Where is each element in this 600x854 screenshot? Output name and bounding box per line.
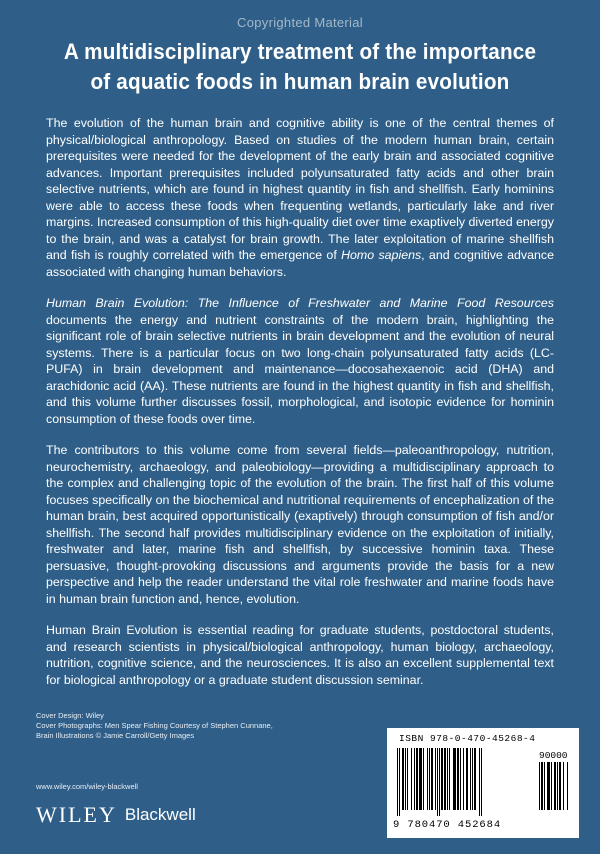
publisher-url[interactable]: www.wiley.com/wiley-blackwell — [36, 782, 138, 791]
description-body — [46, 115, 554, 703]
paragraph-2 — [46, 295, 554, 427]
species-name: Homo sapiens — [341, 248, 422, 262]
barcode-box — [387, 728, 579, 838]
credit-illustrations: Brain Illustrations © Jamie Carroll/Getty Images — [36, 731, 195, 740]
book-title: Human Brain Evolution: The Influence of Freshwater and Marine Food Resources — [46, 296, 554, 310]
logo-wiley: WILEY — [36, 802, 117, 827]
wiley-blackwell-logo — [36, 800, 196, 830]
isbn-label: ISBN 978-0-470-45268-4 — [399, 733, 536, 744]
cover-credits — [36, 711, 356, 741]
barcode-digits: 9 780470 452684 — [393, 819, 502, 831]
headline-line-1: A multidisciplinary treatment of the importance — [63, 39, 537, 64]
credit-design: Cover Design: Wiley — [36, 711, 104, 720]
credit-photos: Cover Photographs: Men Spear Fishing Courtesy of Stephen Cunnane, — [36, 721, 273, 730]
price-barcode-icon — [537, 762, 573, 818]
price-code: 90000 — [539, 750, 568, 761]
logo-blackwell: Blackwell — [124, 805, 196, 824]
paragraph-1 — [46, 115, 554, 280]
paragraph-2-text: documents the energy and nutrient constraints of the modern brain, highlighting the significant role of brain selective nutrients in brain development and the evolution of neural systems. There is a particular focus on two long-chain polyunsaturated fatty acids (LC-PUFA) in brain development and maintenance—docosahexaenoic acid (DHA) and arachidonic acid (AA). These nutrients are found in the highest quantity in fish and shellfish, and this volume further discusses fossil, morphological, and isotopic evidence for hominin consumption of these foods over time. — [46, 312, 554, 426]
paragraph-4: Human Brain Evolution is essential reading for graduate students, postdoctoral students, and research scientists in physical/biological anthropology, human biology, archaeology, nutrition, cognitive science, and the neurosciences. It is also an excellent supplemental text for biological anthropology or a graduate student discussion seminar. — [46, 623, 554, 687]
headline-line-2: of aquatic foods in human brain evolution — [90, 69, 510, 94]
paragraph-1-text: The evolution of the human brain and cognitive ability is one of the central themes of physical/biological anthropology. Based on studies of the modern human brain, certain prerequisites were needed for the development of the early brain and associated cognitive advances. Important prerequisites included polyunsaturated fatty acids and other brain selective nutrients, which are found in highest quantity in fish and shellfish. Early hominins were able to access these foods when frequenting wetlands, particularly lake and river margins. Increased consumption of this high-quality diet over time exaptively diverted energy to the brain, and was a catalyst for brain growth. The later exploitation of marine shellfish and fish is roughly correlated with the emergence of — [46, 116, 554, 262]
paragraph-3: The contributors to this volume come from several fields—paleoanthropology, nutrition, neurochemistry, archaeology, and paleobiology—providing a multidisciplinary approach to the complex and challenging topic of the evolution of the brain. The first half of this volume focuses specifically on the biochemical and nutritional requirements of encephalization of the human brain, best acquired opportunistically (exaptively) through consumption of fish and/or shellfish. The second half provides multidisciplinary evidence on the exploitation of initially, freshwater and later, marine fish and shellfish, by successive hominin taxa. These persuasive, thought-provoking discussions and arguments provide the basis for a new perspective and help the reader understand the vital role freshwater and marine foods have in human brain function and, hence, evolution. — [46, 443, 554, 606]
copyright-watermark: Copyrighted Material — [237, 15, 363, 30]
headline — [56, 37, 545, 97]
paragraph-1-end: , and cognitive advance associated with changing human behaviors. — [46, 248, 554, 279]
barcode-icon — [395, 748, 535, 818]
